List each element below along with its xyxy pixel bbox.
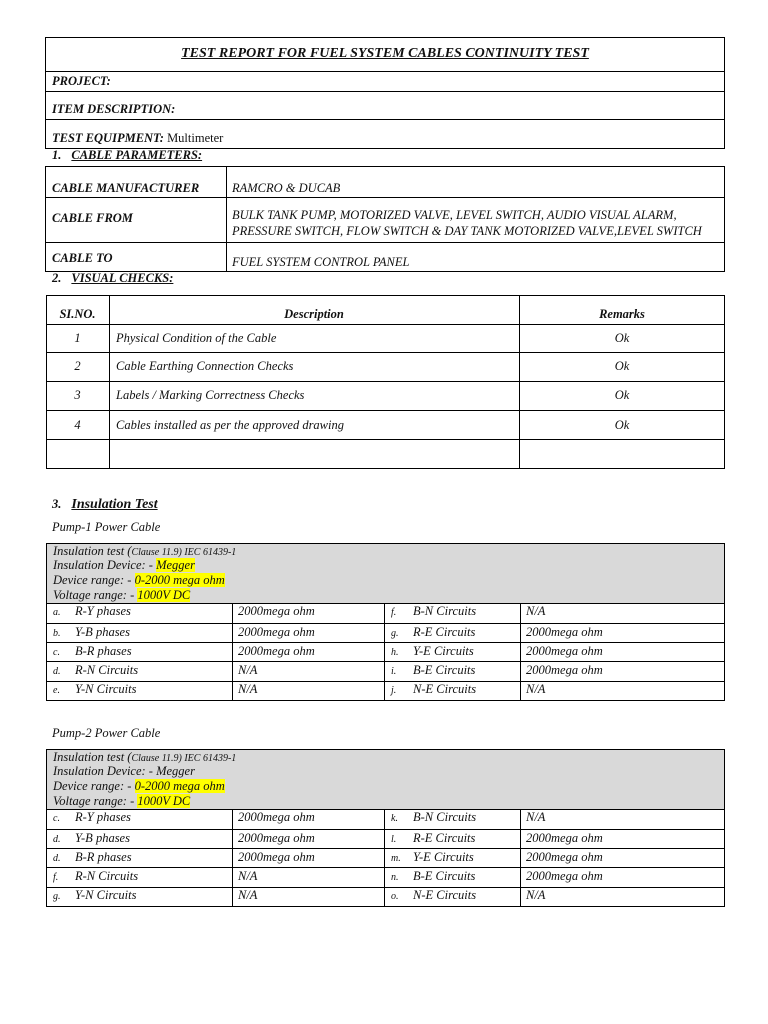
- row-divider: [46, 681, 725, 682]
- pump2-range-line: [53, 779, 225, 793]
- row-divider: [45, 242, 725, 243]
- cable-manufacturer-label: CABLE MANUFACTURER: [52, 181, 200, 195]
- row-description: Cables installed as per the approved drawing: [116, 418, 344, 432]
- row-remarks: Ok: [614, 359, 630, 373]
- row-index: b.: [53, 628, 61, 639]
- clause-reference: Clause 11.9) IEC 61439-1: [131, 547, 237, 558]
- row-test-name: R-Y phases: [75, 604, 131, 618]
- row-test-name: B-R phases: [75, 644, 132, 658]
- row-divider: [46, 887, 725, 888]
- row-test-name: B-R phases: [75, 850, 132, 864]
- row-index: f.: [391, 607, 397, 618]
- row-description: Labels / Marking Correctness Checks: [116, 388, 305, 402]
- column-divider: [226, 166, 227, 272]
- section-title: Insulation Test: [71, 497, 158, 512]
- row-remarks: Ok: [614, 388, 630, 402]
- column-divider: [384, 809, 385, 907]
- row-divider: [46, 829, 725, 830]
- test-equipment-label: TEST EQUIPMENT:: [52, 131, 164, 145]
- pump1-voltage-line: [53, 588, 190, 602]
- row-test-value: 2000mega ohm: [526, 850, 603, 864]
- row-test-name: R-E Circuits: [413, 831, 476, 845]
- row-test-name: B-N Circuits: [413, 810, 477, 824]
- row-test-name: Y-N Circuits: [75, 888, 137, 902]
- cable-to-value: FUEL SYSTEM CONTROL PANEL: [232, 255, 410, 269]
- row-number: 1: [74, 331, 81, 345]
- row-test-name: Y-E Circuits: [413, 644, 474, 658]
- row-test-name: N-E Circuits: [413, 682, 477, 696]
- row-divider: [46, 410, 725, 411]
- row-test-value: 2000mega ohm: [238, 644, 315, 658]
- device-value: Megger: [156, 558, 195, 572]
- row-divider: [46, 439, 725, 440]
- row-test-value: 2000mega ohm: [238, 625, 315, 639]
- range-value: 0-2000 mega ohm: [134, 779, 225, 793]
- pump2-device-line: [53, 764, 195, 778]
- range-label: Device range: -: [53, 779, 135, 793]
- row-test-value: 2000mega ohm: [238, 604, 315, 618]
- cable-from-value-line2: PRESSURE SWITCH, FLOW SWITCH & DAY TANK MOTORIZED VALVE,LEVEL SWITCH: [232, 224, 702, 238]
- row-divider: [46, 867, 725, 868]
- section-title: CABLE PARAMETERS:: [71, 148, 203, 162]
- row-divider: [46, 642, 725, 643]
- row-description: Cable Earthing Connection Checks: [116, 359, 294, 373]
- row-test-value: 2000mega ohm: [526, 831, 603, 845]
- pump1-results-table: [46, 603, 725, 701]
- section-number: 3.: [52, 497, 62, 511]
- section2-heading: [52, 271, 173, 286]
- row-test-name: R-Y phases: [75, 810, 131, 824]
- pump2-voltage-line: [53, 794, 190, 808]
- row-index: a.: [53, 607, 61, 618]
- row-test-value: N/A: [238, 663, 258, 677]
- row-test-value: 2000mega ohm: [526, 663, 603, 677]
- device-label: Insulation Device: -: [53, 764, 157, 778]
- section-title: VISUAL CHECKS:: [71, 271, 174, 285]
- row-test-value: N/A: [526, 810, 546, 824]
- row-divider: [46, 661, 725, 662]
- row-test-value: N/A: [526, 682, 546, 696]
- project-label: PROJECT:: [52, 74, 111, 88]
- row-index: i.: [391, 666, 397, 677]
- cable-manufacturer-value: RAMCRO & DUCAB: [232, 181, 341, 195]
- cable-from-label: CABLE FROM: [52, 211, 133, 225]
- row-index: l.: [391, 834, 397, 845]
- range-label: Device range: -: [53, 573, 135, 587]
- test-equipment-line: [52, 131, 223, 146]
- pump1-device-line: [53, 558, 195, 572]
- cable-from-value-line1: BULK TANK PUMP, MOTORIZED VALVE, LEVEL SWITCH, AUDIO VISUAL ALARM,: [232, 208, 677, 222]
- column-divider: [232, 809, 233, 907]
- row-test-value: 2000mega ohm: [526, 625, 603, 639]
- row-test-value: 2000mega ohm: [238, 850, 315, 864]
- row-index: e.: [53, 685, 60, 696]
- row-test-name: R-N Circuits: [75, 869, 139, 883]
- item-description-label: ITEM DESCRIPTION:: [52, 102, 176, 116]
- row-test-name: B-E Circuits: [413, 869, 476, 883]
- voltage-value: 1000V DC: [137, 794, 191, 808]
- pump2-results-table: [46, 809, 725, 907]
- row-number: 4: [74, 418, 81, 432]
- row-test-value: N/A: [238, 869, 258, 883]
- report-title: TEST REPORT FOR FUEL SYSTEM CABLES CONTINUITY TEST: [181, 46, 589, 61]
- clause-reference: Clause 11.9) IEC 61439-1: [131, 753, 237, 764]
- row-test-name: B-N Circuits: [413, 604, 477, 618]
- pump1-caption: Pump-1 Power Cable: [52, 520, 161, 534]
- row-index: d.: [53, 853, 61, 864]
- row-index: g.: [53, 891, 61, 902]
- row-test-name: Y-B phases: [75, 831, 130, 845]
- row-number: 2: [74, 359, 81, 373]
- row-test-name: N-E Circuits: [413, 888, 477, 902]
- divider: [45, 71, 725, 72]
- row-remarks: Ok: [614, 418, 630, 432]
- insulation-test-label: Insulation test (: [53, 750, 132, 764]
- section1-heading: [52, 148, 202, 163]
- voltage-label: Voltage range: -: [53, 588, 138, 602]
- row-index: m.: [391, 853, 401, 864]
- row-divider: [46, 324, 725, 325]
- row-index: g.: [391, 628, 399, 639]
- row-index: j.: [391, 685, 397, 696]
- range-value: 0-2000 mega ohm: [134, 573, 225, 587]
- device-label: Insulation Device: -: [53, 558, 157, 572]
- pump2-caption: Pump-2 Power Cable: [52, 726, 161, 740]
- row-index: c.: [53, 813, 60, 824]
- row-description: Physical Condition of the Cable: [116, 331, 277, 345]
- column-header-description: Description: [284, 307, 344, 321]
- pump1-range-line: [53, 573, 225, 587]
- column-header-sino: SI.NO.: [59, 307, 96, 321]
- column-header-remarks: Remarks: [599, 307, 645, 321]
- row-test-name: Y-B phases: [75, 625, 130, 639]
- row-index: n.: [391, 872, 399, 883]
- row-divider: [46, 352, 725, 353]
- column-divider: [520, 809, 521, 907]
- row-test-value: 2000mega ohm: [526, 869, 603, 883]
- row-index: o.: [391, 891, 399, 902]
- row-index: c.: [53, 647, 60, 658]
- row-index: h.: [391, 647, 399, 658]
- row-divider: [46, 623, 725, 624]
- row-test-value: 2000mega ohm: [526, 644, 603, 658]
- divider: [45, 91, 725, 92]
- row-test-name: Y-E Circuits: [413, 850, 474, 864]
- row-test-value: N/A: [238, 888, 258, 902]
- row-divider: [45, 197, 725, 198]
- row-test-value: 2000mega ohm: [238, 831, 315, 845]
- row-test-name: B-E Circuits: [413, 663, 476, 677]
- row-test-name: R-E Circuits: [413, 625, 476, 639]
- column-divider: [384, 603, 385, 701]
- device-value: Megger: [156, 764, 195, 778]
- row-test-value: 2000mega ohm: [238, 810, 315, 824]
- column-divider: [232, 603, 233, 701]
- row-index: d.: [53, 834, 61, 845]
- test-equipment-value: Multimeter: [163, 131, 224, 145]
- section-number: 1.: [52, 148, 62, 162]
- voltage-label: Voltage range: -: [53, 794, 138, 808]
- row-test-value: N/A: [238, 682, 258, 696]
- row-number: 3: [74, 388, 81, 402]
- row-test-value: N/A: [526, 888, 546, 902]
- column-divider: [520, 603, 521, 701]
- section3-heading: [52, 496, 158, 513]
- row-divider: [46, 381, 725, 382]
- voltage-value: 1000V DC: [137, 588, 191, 602]
- row-test-name: R-N Circuits: [75, 663, 139, 677]
- divider: [45, 119, 725, 120]
- row-remarks: Ok: [614, 331, 630, 345]
- row-test-name: Y-N Circuits: [75, 682, 137, 696]
- row-index: k.: [391, 813, 398, 824]
- row-divider: [46, 848, 725, 849]
- section-number: 2.: [52, 271, 62, 285]
- row-index: d.: [53, 666, 61, 677]
- cable-to-label: CABLE TO: [52, 251, 113, 265]
- row-index: f.: [53, 872, 59, 883]
- row-test-value: N/A: [526, 604, 546, 618]
- insulation-test-label: Insulation test (: [53, 544, 132, 558]
